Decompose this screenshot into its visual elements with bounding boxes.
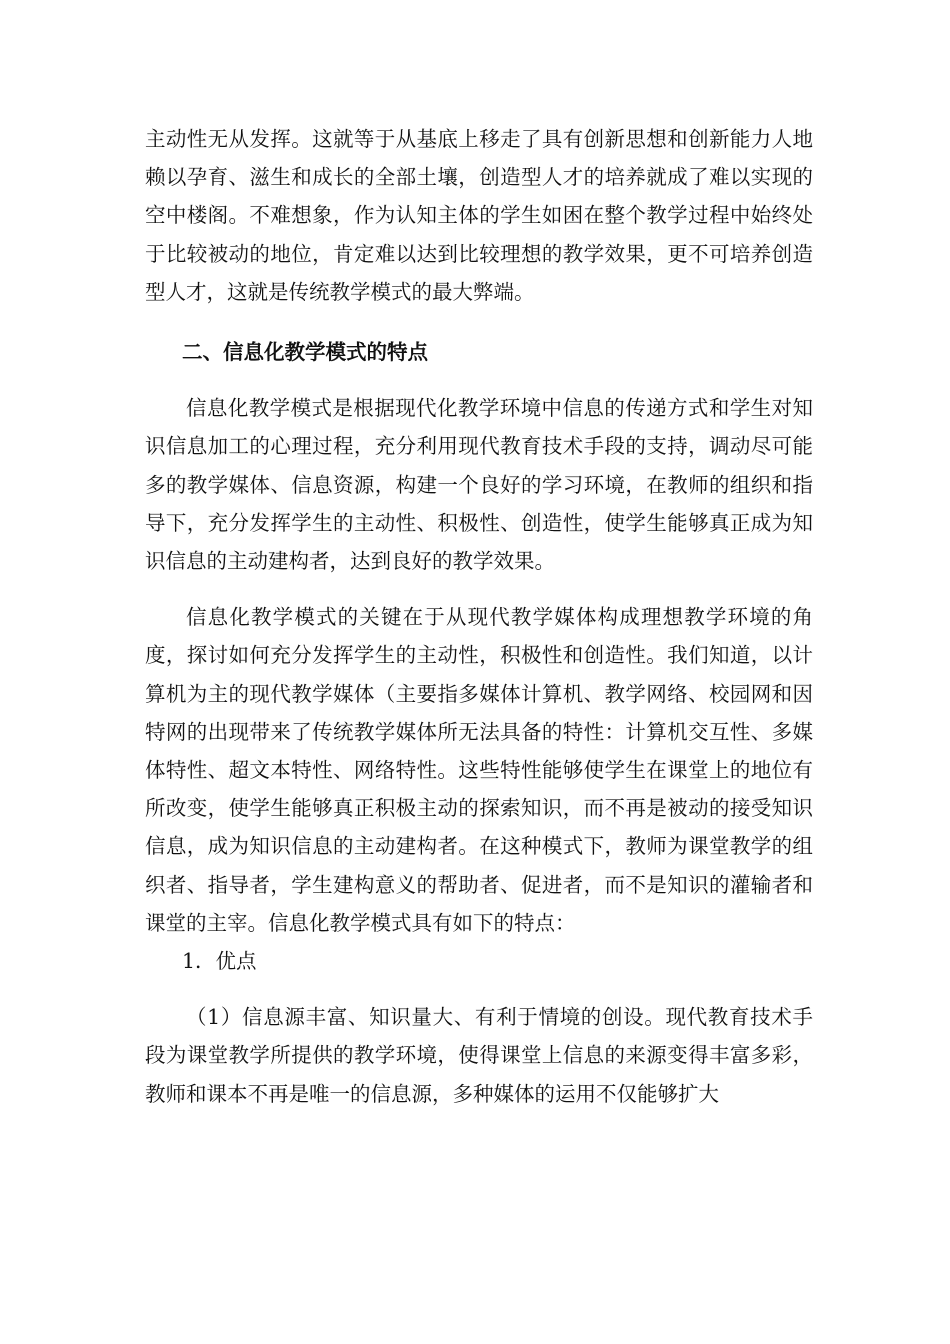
paragraph-advantage-1: （1）信息源丰富、知识量大、有利于情境的创设。现代教育技术手段为课堂教学所提供的教学环境，使得课堂上信息的来源变得丰富多彩，教师和课本不再是唯一的信息源，多种媒体的运用不仅能够扩大 (145, 1005, 813, 1106)
section-heading: 二、信息化教学模式的特点 (182, 340, 428, 365)
paragraph-key-point: 信息化教学模式的关键在于从现代教学媒体构成理想教学环境的角度，探讨如何充分发挥学生的主动性，积极性和创造性。我们知道，以计算机为主的现代教学媒体（主要指多媒体计算机、教学网络、校园网和因特网的出现带来了传统教学媒体所无法具备的特性：计算机交互性、多媒体特性、超文本特性、网络特性。这些特性能够使学生在课堂上的地位有所改变，使学生能够真正积极主动的探索知识，而不再是被动的接受知识信息，成为知识信息的主动建构者。在这种模式下，教师为课堂教学的组织者、指导者，学生建构意义的帮助者、促进者，而不是知识的灌输者和课堂的主宰。信息化教学模式具有如下的特点： (145, 605, 813, 935)
paragraph-continuation: 主动性无从发挥。这就等于从基底上移走了具有创新思想和创新能力人地赖以孕育、滋生和成长的全部土壤，创造型人才的培养就成了难以实现的空中楼阁。不难想象，作为认知主体的学生如困在整个教学过程中始终处于比较被动的地位，肯定难以达到比较理想的教学效果，更不可培养创造型人才，这就是传统教学模式的最大弊端。 (145, 127, 813, 304)
document-page (145, 120, 813, 1113)
list-item-advantages: 1．优点 (182, 949, 257, 974)
paragraph-definition: 信息化教学模式是根据现代化教学环境中信息的传递方式和学生对知识信息加工的心理过程，充分利用现代教育技术手段的支持，调动尽可能多的教学媒体、信息资源，构建一个良好的学习环境，在教师的组织和指导下，充分发挥学生的主动性、积极性、创造性，使学生能够真正成为知识信息的主动建构者，达到良好的教学效果。 (145, 396, 813, 574)
